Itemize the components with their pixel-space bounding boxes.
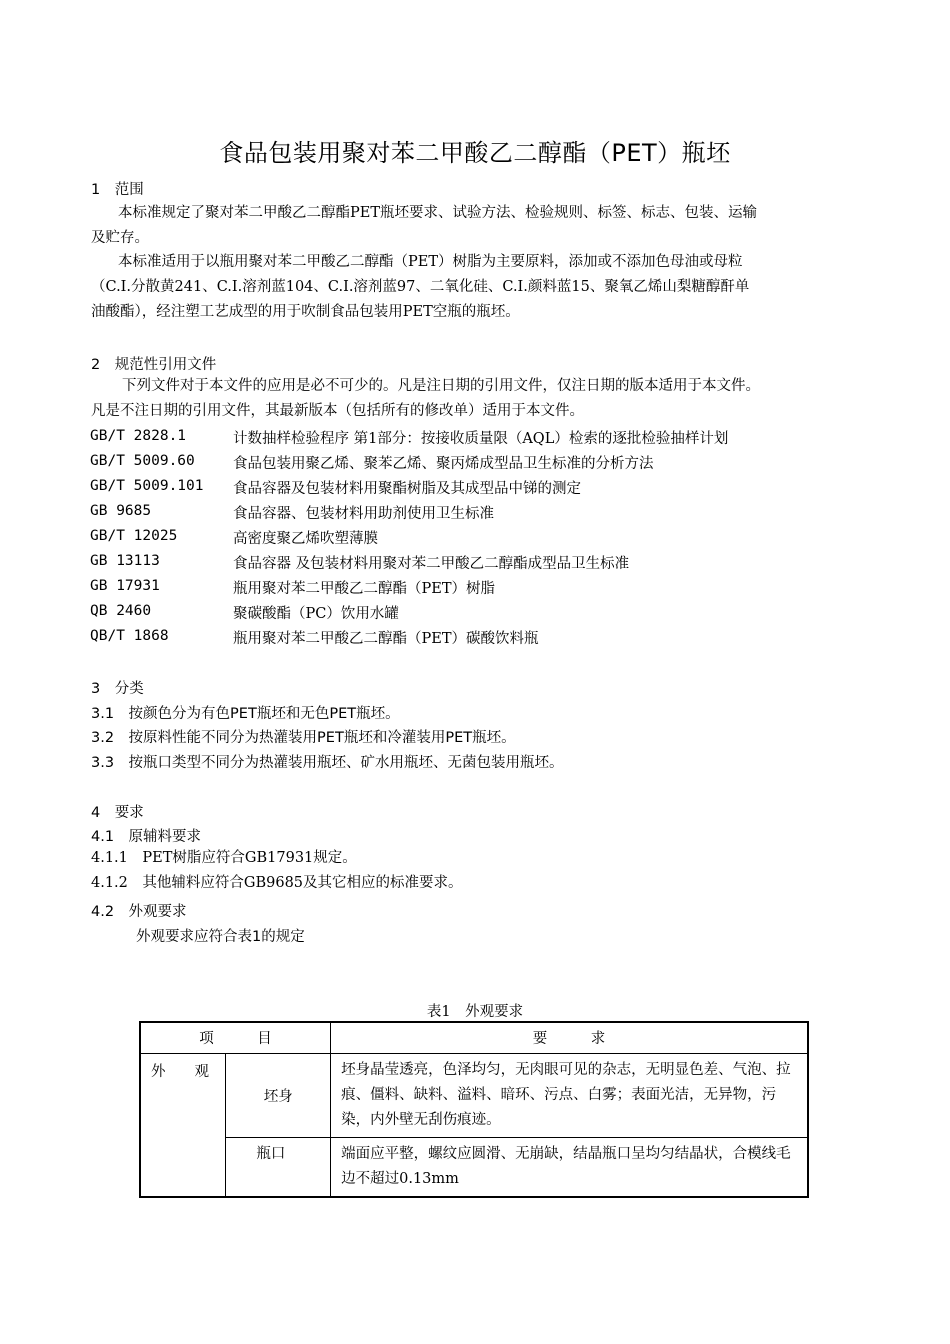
item-requirement: 坯身晶莹透亮，色泽均匀，无肉眼可见的杂志，无明显色差、气泡、拉痕、僵料、缺料、溢料、暗环、污点、白雾；表面光洁，无异物，污染，内外壁无刮伤痕迹。 (331, 1053, 808, 1137)
ref-title: 聚碳酸酯（PC）饮用水罐 (233, 606, 399, 622)
header-item: 项 目 (140, 1022, 331, 1053)
table-row (140, 1053, 808, 1137)
section-1-heading: 1 范围 (91, 182, 144, 198)
table-row (140, 1137, 808, 1197)
section-3-item-1: 3.1 按颜色分为有色PET瓶坯和无色PET瓶坯。 (91, 706, 400, 722)
item-name: 坯身 (226, 1053, 331, 1137)
section-4-1-heading: 4.1 原辅料要求 (91, 829, 202, 845)
document-title: 食品包装用聚对苯二甲酸乙二醇酯（PET）瓶坯 (219, 139, 731, 167)
appearance-table (139, 1021, 809, 1198)
item-name: 瓶口 (226, 1137, 331, 1197)
section-4-1-2: 4.1.2 其他辅料应符合GB9685及其它相应的标准要求。 (91, 875, 463, 891)
section-2-para-line-2: 凡是不注日期的引用文件，其最新版本（包括所有的修改单）适用于本文件。 (91, 403, 584, 419)
section-2-heading: 2 规范性引用文件 (91, 357, 217, 373)
section-1-para-1-line-1: 本标准规定了聚对苯二甲酸乙二醇酯PET瓶坯要求、试验方法、检验规则、标签、标志、包装、运输 (118, 205, 758, 221)
section-4-2-text: 外观要求应符合表1的规定 (136, 929, 305, 945)
ref-title: 食品容器、包装材料用助剂使用卫生标准 (233, 506, 494, 522)
section-3-heading: 3 分类 (91, 681, 144, 697)
ref-code: GB/T 12025 (90, 528, 178, 544)
table-header-row (140, 1022, 808, 1053)
ref-title: 食品容器 及包装材料用聚对苯二甲酸乙二醇酯成型品卫生标准 (233, 556, 630, 572)
section-4-2-heading: 4.2 外观要求 (91, 904, 187, 920)
ref-code: GB 13113 (90, 553, 160, 569)
ref-title: 瓶用聚对苯二甲酸乙二醇酯（PET）树脂 (233, 581, 496, 597)
ref-code: GB/T 5009.60 (90, 453, 195, 469)
ref-title: 高密度聚乙烯吹塑薄膜 (233, 531, 378, 547)
section-4-heading: 4 要求 (91, 805, 144, 821)
table-caption: 表1 外观要求 (426, 1004, 524, 1020)
section-1-para-1-line-2: 及贮存。 (91, 230, 149, 246)
ref-title: 食品容器及包装材料用聚酯树脂及其成型品中锑的测定 (233, 481, 581, 497)
ref-code: QB 2460 (90, 603, 152, 619)
group-label: 外 观 (140, 1053, 226, 1197)
ref-code: QB/T 1868 (90, 628, 169, 644)
section-1-para-2-line-3: 油酸酯），经注塑工艺成型的用于吹制食品包装用PET空瓶的瓶坯。 (91, 304, 520, 320)
ref-code: GB/T 2828.1 (90, 428, 187, 444)
ref-code: GB/T 5009.101 (90, 478, 204, 494)
section-4-1-1: 4.1.1 PET树脂应符合GB17931规定。 (91, 850, 357, 866)
section-3-item-3: 3.3 按瓶口类型不同分为热灌装用瓶坯、矿水用瓶坯、无菌包装用瓶坯。 (91, 755, 564, 771)
section-1-para-2-line-2: （C.I.分散黄241、C.I.溶剂蓝104、C.I.溶剂蓝97、二氧化硅、C.I.颜料蓝15、聚氧乙烯山梨糖醇酐单 (91, 279, 750, 295)
item-requirement: 端面应平整，螺纹应圆滑、无崩缺，结晶瓶口呈均匀结晶状，合模线毛边不超过0.13mm (331, 1137, 808, 1197)
ref-title: 食品包装用聚乙烯、聚苯乙烯、聚丙烯成型品卫生标准的分析方法 (233, 456, 654, 472)
ref-code: GB 9685 (90, 503, 152, 519)
header-requirement: 要 求 (331, 1022, 808, 1053)
ref-title: 瓶用聚对苯二甲酸乙二醇酯（PET）碳酸饮料瓶 (233, 631, 539, 647)
section-1-para-2-line-1: 本标准适用于以瓶用聚对苯二甲酸乙二醇酯（PET）树脂为主要原料，添加或不添加色母油或母粒 (118, 254, 743, 270)
section-3-item-2: 3.2 按原料性能不同分为热灌装用PET瓶坯和冷灌装用PET瓶坯。 (91, 730, 516, 746)
ref-code: GB 17931 (90, 578, 160, 594)
section-2-para-line-1: 下列文件对于本文件的应用是必不可少的。凡是注日期的引用文件，仅注日期的版本适用于本文件。 (122, 378, 760, 394)
ref-title: 计数抽样检验程序 第1部分：按接收质量限（AQL）检索的逐批检验抽样计划 (233, 431, 729, 447)
